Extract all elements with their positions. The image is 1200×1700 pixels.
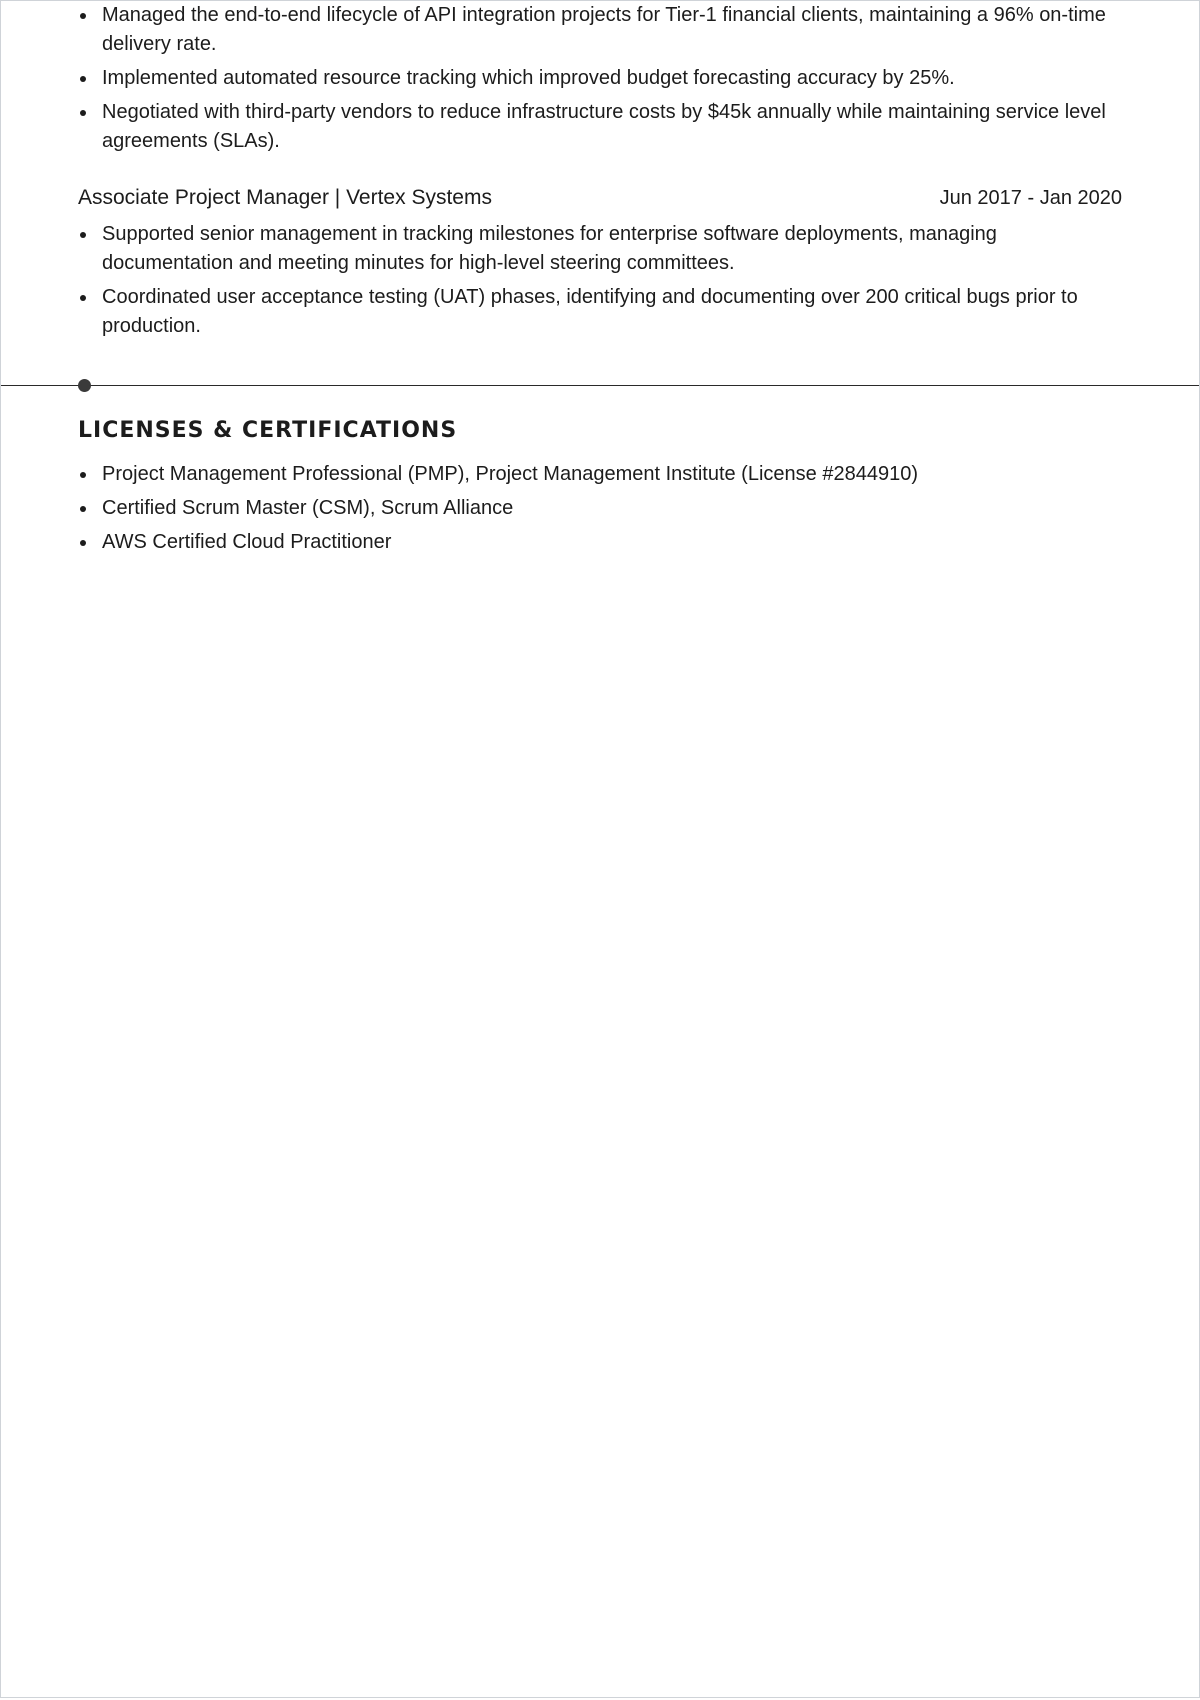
list-item xyxy=(78,64,1122,93)
job-bullets xyxy=(78,220,1122,341)
certification-text: AWS Certified Cloud Practitioner xyxy=(102,531,392,553)
bullet-text: Managed the end-to-end lifecycle of API integration projects for Tier-1 financial clients, maintaining a 96% on-time delivery rate. xyxy=(102,4,1106,55)
bullet-icon xyxy=(80,110,86,116)
bullet-icon xyxy=(80,76,86,82)
list-item xyxy=(78,283,1122,341)
bullet-text: Coordinated user acceptance testing (UAT) phases, identifying and documenting over 200 critical bugs prior to production. xyxy=(102,286,1078,337)
job-title: Associate Project Manager | Vertex Systems xyxy=(78,186,492,209)
bullet-text: Implemented automated resource tracking which improved budget forecasting accuracy by 25%. xyxy=(102,67,955,89)
job-header xyxy=(78,183,1122,213)
bullet-text: Supported senior management in tracking milestones for enterprise software deployments, managing documentation and meeting minutes for high-level steering committees. xyxy=(102,223,997,274)
list-item xyxy=(78,494,1122,523)
bullet-icon xyxy=(80,13,86,19)
bullet-icon xyxy=(80,232,86,238)
list-item xyxy=(78,98,1122,156)
list-item xyxy=(78,220,1122,278)
bullet-icon xyxy=(80,506,86,512)
bullet-icon xyxy=(80,472,86,478)
previous-job-bullets xyxy=(78,1,1122,156)
experience-section xyxy=(78,1,1122,346)
list-item xyxy=(78,1,1122,59)
certifications-section xyxy=(78,414,1122,562)
certification-text: Project Management Professional (PMP), Project Management Institute (License #2844910) xyxy=(102,463,918,485)
certification-text: Certified Scrum Master (CSM), Scrum Alliance xyxy=(102,497,514,519)
section-title: LICENSES & CERTIFICATIONS xyxy=(78,418,458,443)
bullet-icon xyxy=(80,540,86,546)
section-divider xyxy=(1,385,1199,386)
bullet-text: Negotiated with third-party vendors to reduce infrastructure costs by $45k annually while maintaining service level agreements (SLAs). xyxy=(102,101,1106,152)
list-item xyxy=(78,460,1122,489)
certifications-list xyxy=(78,460,1122,557)
bullet-icon xyxy=(80,295,86,301)
list-item xyxy=(78,528,1122,557)
job-dates: Jun 2017 - Jan 2020 xyxy=(939,187,1122,209)
divider-dot-icon xyxy=(78,379,91,392)
